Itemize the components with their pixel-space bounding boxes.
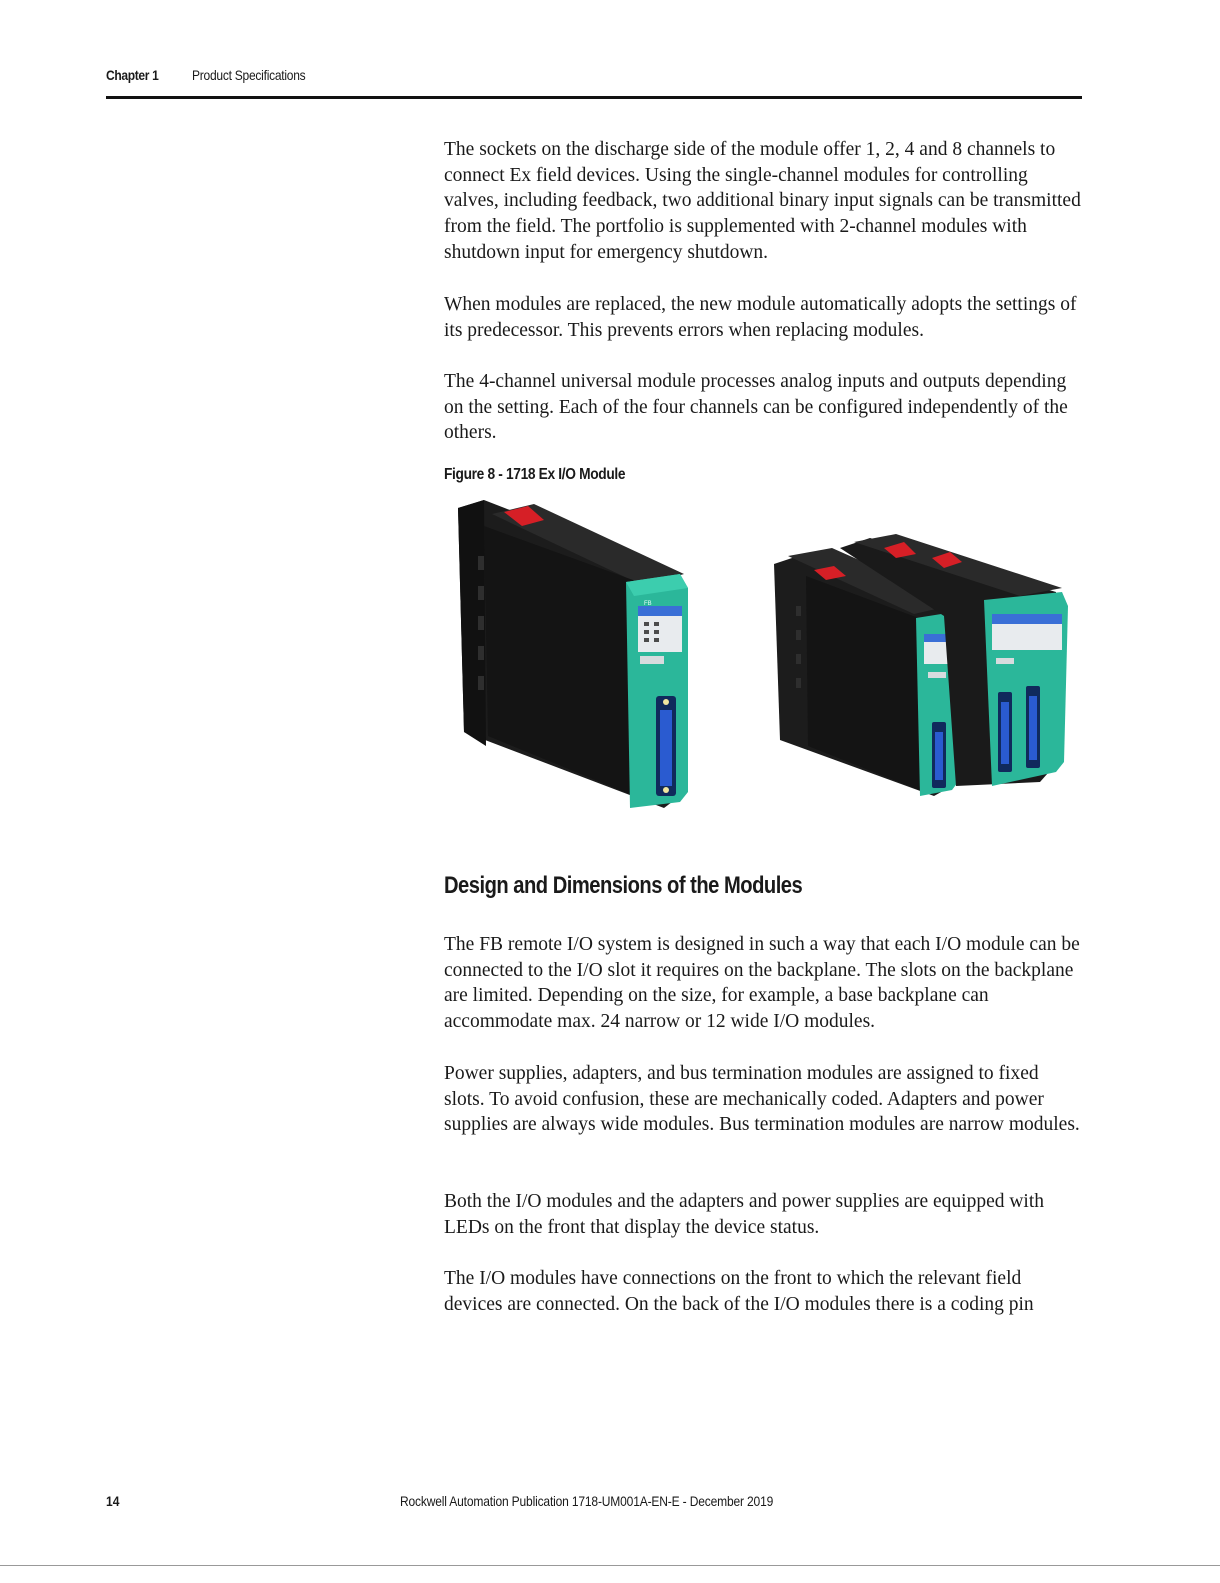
publication-footer: Rockwell Automation Publication 1718-UM001A-EN-E - December 2019 xyxy=(400,1493,774,1509)
section-paragraph-4: The I/O modules have connections on the front to which the relevant field devices are connected. On the back of the I/O modules there is a coding pin xyxy=(444,1268,1034,1315)
intro-paragraph-3: The 4-channel universal module processes analog inputs and outputs depending on the setting. Each of the four channels can be configured independently of the others. xyxy=(444,371,1068,444)
section-text-4 xyxy=(444,1266,1084,1317)
section-paragraph-1: The FB remote I/O system is designed in such a way that each I/O module can be connected to the I/O slot it requires on the backplane. The slots on the backplane are limited. Depending on the size, for example, a base backplane can accommodate max. 24 narrow or 12 wide I/O modules. xyxy=(444,934,1080,1033)
bottom-rule xyxy=(0,1565,1220,1566)
section-heading: Design and Dimensions of the Modules xyxy=(444,872,803,899)
io-module-figure xyxy=(444,496,1074,816)
intro-paragraph-2: When modules are replaced, the new module automatically adopts the settings of its predecessor. This prevents errors when replacing modules. xyxy=(444,294,1077,341)
section-paragraph-2: Power supplies, adapters, and bus termination modules are assigned to fixed slots. To avoid confusion, these are mechanically coded. Adapters and power supplies are always wide modules. Bus termination modules are narrow modules. xyxy=(444,1063,1080,1136)
section-text-2 xyxy=(444,1061,1084,1138)
figure-caption: Figure 8 - 1718 Ex I/O Module xyxy=(444,466,626,483)
page-number: 14 xyxy=(106,1493,120,1509)
intro-paragraph-1: The sockets on the discharge side of the module offer 1, 2, 4 and 8 channels to connect Ex field devices. Using the single-channel modules for controlling valves, including feedback, two additional binary input signals can be transmitted from the field. The portfolio is supplemented with 2-channel modules with shutdown input for emergency shutdown. xyxy=(444,139,1081,263)
section-text-3 xyxy=(444,1189,1084,1240)
module-label-fb: FB xyxy=(644,601,652,607)
intro-text xyxy=(444,137,1084,266)
intro-text-3 xyxy=(444,369,1084,446)
section-paragraph-3: Both the I/O modules and the adapters and power supplies are equipped with LEDs on the front that display the device status. xyxy=(444,1191,1045,1238)
chapter-label: Chapter 1 xyxy=(106,67,159,83)
io-module-illustration xyxy=(444,496,1074,816)
intro-text-2 xyxy=(444,292,1084,343)
section-text-1 xyxy=(444,932,1084,1035)
page-header xyxy=(106,66,1082,99)
chapter-title: Product Specifications xyxy=(192,67,306,83)
single-module xyxy=(458,500,688,808)
